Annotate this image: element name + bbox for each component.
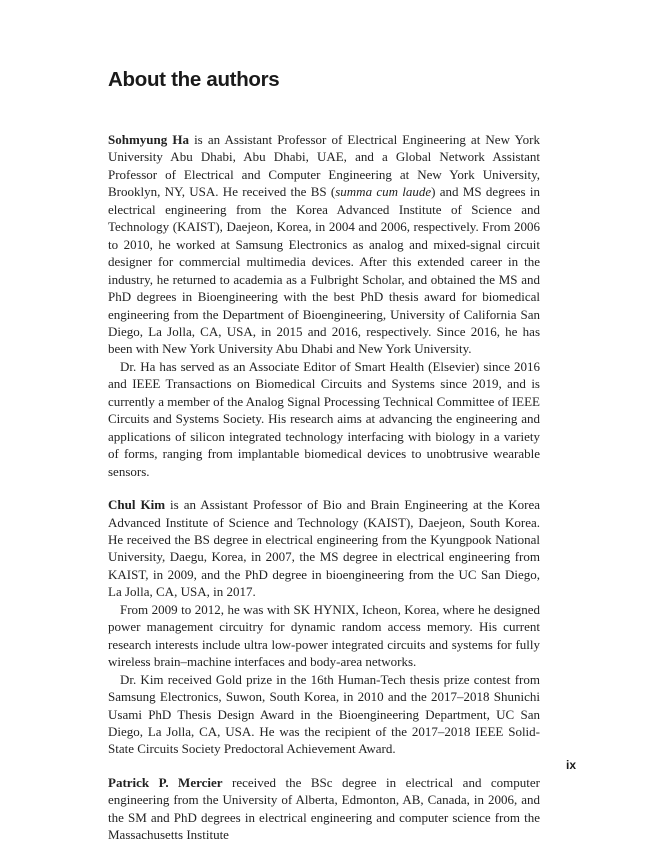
page-title: About the authors	[108, 68, 280, 91]
bio-paragraph: Dr. Ha has served as an Associate Editor of Smart Health (Elsevier) since 2016 and IEEE Transactions on Biomedical Circuits and Systems since 2019, and is currently a member of the Analog Signal Processing Technical Committee of IEEE Circuits and Systems Society. His research aims at advancing the engineering and applications of silicon integrated technology interfacing with biology in a variety of forms, ranging from implantable biomedical devices to unobtrusive wearable sensors.	[108, 358, 540, 479]
author-bio-mercier	[108, 774, 540, 844]
author-bio-kim	[108, 496, 540, 758]
bio-paragraph: Dr. Kim received Gold prize in the 16th Human-Tech thesis prize contest from Samsung Electronics, Suwon, South Korea, in 2010 and the 2017–2018 Shunichi Usami PhD Thesis Design Award in the Bioengineering Department, UC San Diego, La Jolla, CA, USA. He was the recipient of the 2017–2018 IEEE Solid-State Circuits Society Predoctoral Achievement Award.	[108, 671, 540, 757]
page-number: ix	[566, 758, 577, 772]
bio-text: ) and MS degrees in electrical engineering from the Korea Advanced Institute of Science and Technology (KAIST), Daejeon, Korea, in 2004 and 2006, respectively. From 2006 to 2010, he worked at Samsung Electronics as analog and mixed-signal circuit designer for commercial multimedia devices. After this extended career in the industry, he returned to academia as a Fulbright Scholar, and obtained the MS and PhD degrees in Bioengineering with the best PhD thesis award for biomedical engineering from the Department of Bioengineering, University of California San Diego, La Jolla, CA, USA, in 2015 and 2016, respectively. Since 2016, he has been with New York University Abu Dhabi and New York University.	[108, 184, 540, 357]
bio-paragraph: From 2009 to 2012, he was with SK HYNIX, Icheon, Korea, where he designed power management circuitry for dynamic random access memory. His current research interests include ultra low-power integrated circuits and systems for fully wireless brain–machine interfaces and body-area networks.	[108, 601, 540, 670]
author-bio-ha	[108, 131, 540, 480]
bio-emphasis: summa cum laude	[335, 184, 432, 200]
bio-text: is an Assistant Professor of Bio and Brain Engineering at the Korea Advanced Institute of Science and Technology (KAIST), Daejeon, South Korea. He received the BS degree in electrical engineering from the Kyungpook National University, Daegu, Korea, in 2007, the MS degree in electrical engineering from KAIST, in 2009, and the PhD degree in bioengineering from the UC San Diego, La Jolla, CA, USA, in 2017.	[108, 497, 540, 600]
bio-paragraph	[108, 496, 540, 601]
bio-text: is an Assistant Professor of Electrical Engineering at New York University Abu Dhabi, Abu Dhabi, UAE, and a Global Network Assistant Professor of Electrical and Computer Engineering at New York University, Brooklyn, NY, USA. He received the BS (	[108, 132, 540, 200]
bio-text: received the BSc degree in electrical and computer engineering from the University of Alberta, Edmonton, AB, Canada, in 2006, and the SM and PhD degrees in electrical engineering and computer science from the Massachusetts Institute	[108, 774, 540, 843]
author-name: Patrick P. Mercier	[108, 774, 223, 790]
bio-paragraph	[108, 131, 540, 358]
authors-section	[108, 131, 540, 860]
author-name: Chul Kim	[108, 497, 166, 513]
bio-paragraph	[108, 774, 540, 844]
author-name: Sohmyung Ha	[108, 132, 189, 147]
